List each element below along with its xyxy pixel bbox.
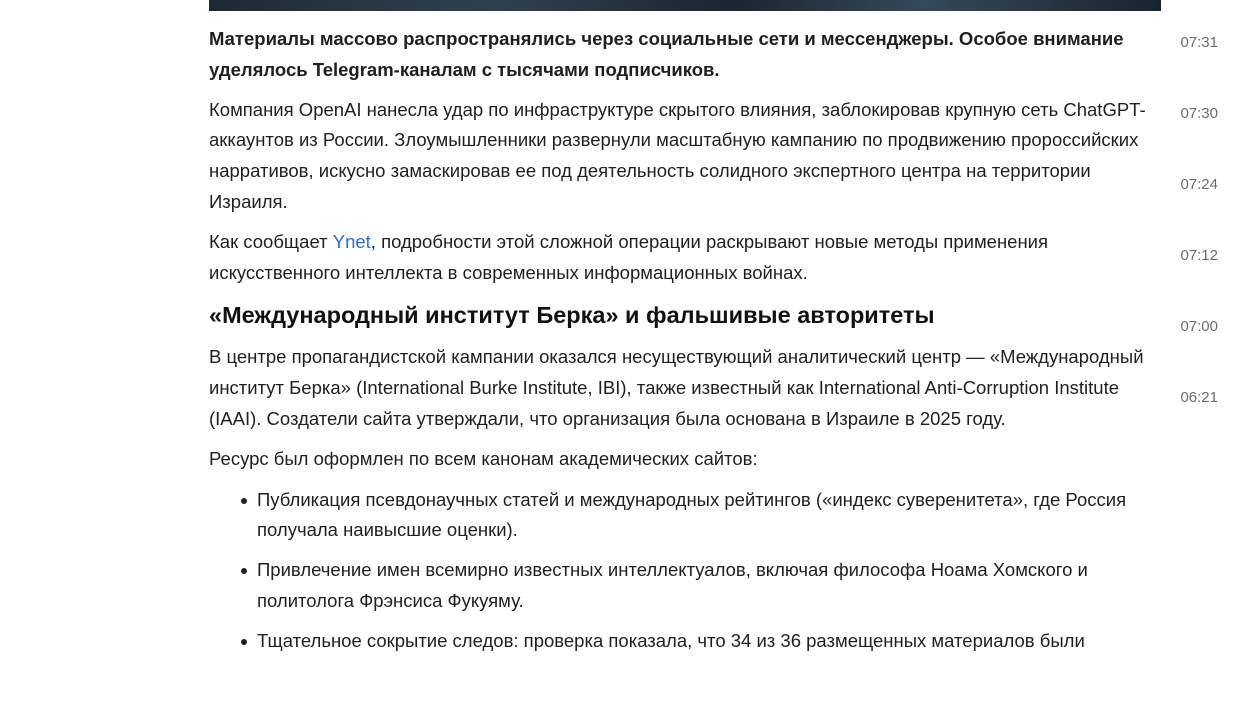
source-link-ynet[interactable]: Ynet: [332, 230, 371, 252]
article-paragraph: Компания OpenAI нанесла удар по инфраструктуре скрытого влияния, заблокировав крупную сеть ChatGPT-аккаунтов из России. Злоумышленники развернули масштабную кампанию по продвижению пророссийских нарративов, искусно замаскировав ее под деятельность солидного экспертного центра на территории Израиля.: [209, 98, 1146, 212]
section-heading: «Международный институт Берка» и фальшивые авторитеты: [209, 302, 935, 329]
article-body: [209, 24, 1164, 666]
feed-item-time[interactable]: 06:21: [1180, 389, 1218, 406]
list-item: Публикация псевдонаучных статей и международных рейтингов («индекс суверенитета», где Россия получала наивысшие оценки).: [257, 485, 1164, 547]
article-lead: Материалы массово распространялись через социальные сети и мессенджеры. Особое внимание уделялось Telegram-каналам с тысячами подписчиков.: [209, 28, 1124, 80]
feed-item-time[interactable]: 07:12: [1180, 247, 1218, 264]
article-paragraph-source: [209, 227, 1164, 289]
feed-item-time[interactable]: 07:24: [1180, 176, 1218, 193]
list-item: Привлечение имен всемирно известных интеллектуалов, включая философа Ноама Хомского и политолога Фрэнсиса Фукуяму.: [257, 555, 1164, 617]
article-paragraph: Ресурс был оформлен по всем канонам академических сайтов:: [209, 447, 758, 469]
bullet-list: [209, 485, 1164, 657]
article-hero-image: [209, 0, 1161, 11]
article-paragraph: В центре пропагандистской кампании оказался несуществующий аналитический центр — «Международный институт Берка» (International Burke Institute, IBI), также известный как International Anti-Corruption Institute (IAAI). Создатели сайта утверждали, что организация была основана в Израиле в 2025 году.: [209, 346, 1144, 429]
feed-item-time[interactable]: 07:00: [1180, 318, 1218, 335]
paragraph-text: , подробности этой сложной операции раскрывают новые методы применения искусственного интеллекта в современных информационных войнах.: [209, 230, 1049, 283]
paragraph-text: Как сообщает: [209, 230, 333, 252]
feed-item-time[interactable]: 07:30: [1180, 105, 1218, 122]
feed-item-time[interactable]: 07:31: [1180, 34, 1218, 51]
list-item: Тщательное сокрытие следов: проверка показала, что 34 из 36 размещенных материалов были: [257, 626, 1164, 657]
